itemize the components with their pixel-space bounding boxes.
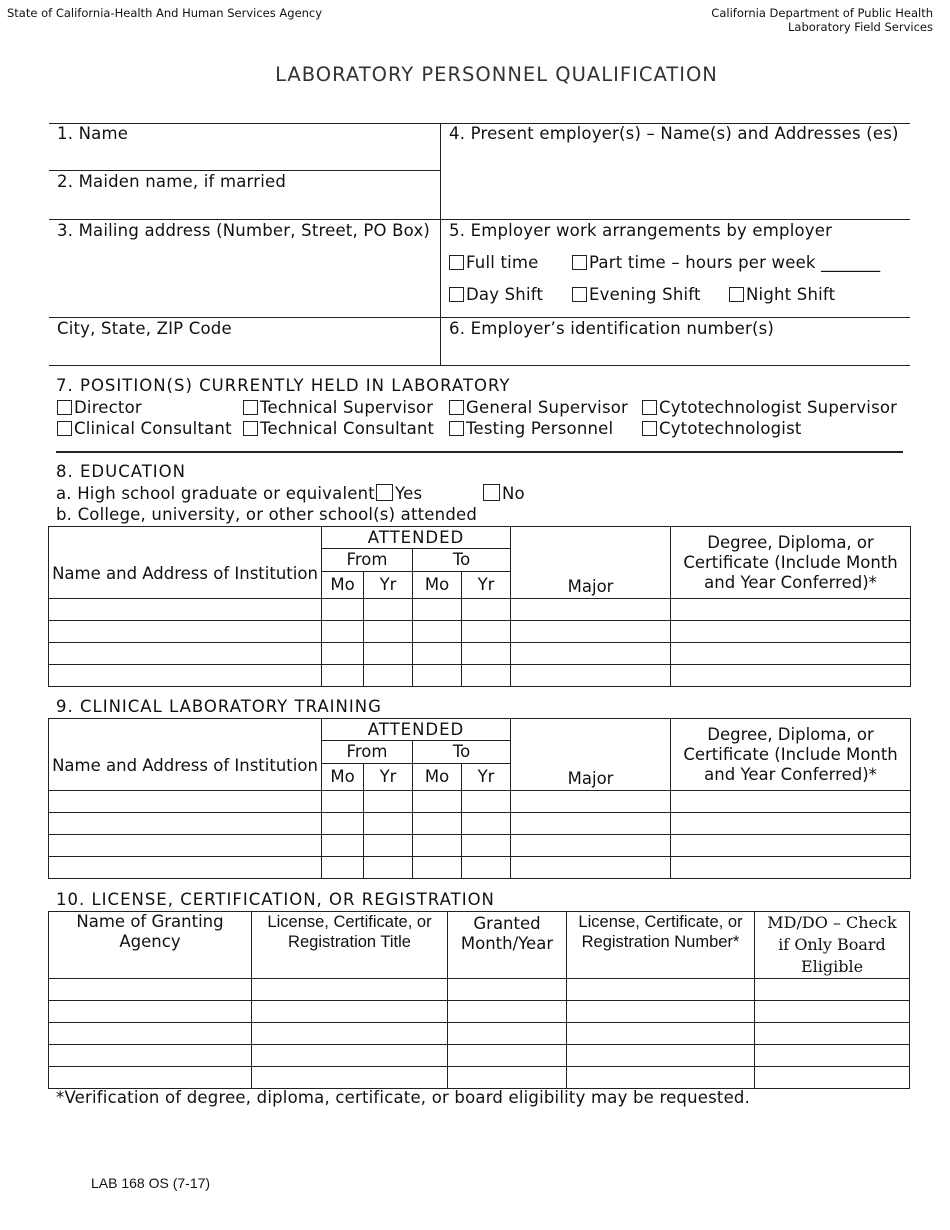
table-row — [49, 835, 911, 857]
name-field[interactable]: 1. Name — [57, 124, 129, 143]
evening-shift-checkbox[interactable] — [572, 287, 587, 302]
table-row — [49, 643, 911, 665]
table-row — [49, 791, 911, 813]
clinical-consultant-option[interactable] — [57, 419, 232, 438]
license-heading: 10. LICENSE, CERTIFICATION, OR REGISTRATION — [56, 890, 495, 909]
day-shift-checkbox[interactable] — [449, 287, 464, 302]
cyto-supervisor-option[interactable] — [642, 398, 897, 417]
license-col-granted: Granted Month/Year — [448, 912, 567, 979]
work-arrangements-label: 5. Employer work arrangements by employer — [449, 221, 833, 240]
edu-col-from-yr: Yr — [364, 572, 413, 599]
night-shift-label: Night Shift — [746, 285, 836, 304]
high-school-no-label: No — [502, 484, 525, 503]
division-name: Laboratory Field Services — [788, 20, 933, 34]
table-row — [49, 813, 911, 835]
department-name: California Department of Public Health — [711, 6, 933, 20]
form-title: LABORATORY PERSONNEL QUALIFICATION — [275, 63, 718, 86]
day-shift-label: Day Shift — [466, 285, 544, 304]
edu-col-degree: Degree, Diploma, or Certificate (Include Month and Year Conferred)* — [671, 527, 911, 599]
edu-col-attended: ATTENDED — [322, 527, 511, 549]
cyto-supervisor-checkbox[interactable] — [642, 400, 657, 415]
table-row — [49, 1001, 910, 1023]
license-col-agency: Name of Granting Agency — [49, 912, 252, 979]
edu-col-to-mo: Mo — [413, 572, 462, 599]
training-col-from-yr: Yr — [364, 764, 413, 791]
testing-personnel-label: Testing Personnel — [466, 419, 614, 438]
technical-supervisor-label: Technical Supervisor — [260, 398, 434, 417]
mailing-address-field[interactable]: 3. Mailing address (Number, Street, PO Box) — [57, 221, 431, 240]
general-supervisor-checkbox[interactable] — [449, 400, 464, 415]
section-column-divider — [440, 123, 441, 366]
training-col-institution: Name and Address of Institution — [49, 719, 322, 791]
training-col-from-mo: Mo — [322, 764, 364, 791]
training-col-to-yr: Yr — [462, 764, 511, 791]
training-col-major: Major — [511, 719, 671, 791]
table-row — [49, 1023, 910, 1045]
testing-personnel-option[interactable] — [449, 419, 613, 438]
evening-shift-option[interactable] — [572, 285, 701, 304]
training-col-to: To — [413, 741, 511, 764]
training-heading: 9. CLINICAL LABORATORY TRAINING — [56, 697, 382, 716]
table-row — [49, 979, 910, 1001]
maiden-name-field[interactable]: 2. Maiden name, if married — [57, 172, 287, 191]
education-heading: 8. EDUCATION — [56, 462, 186, 481]
part-time-option[interactable] — [572, 253, 880, 272]
table-row — [49, 1067, 910, 1089]
high-school-yes-option[interactable] — [376, 484, 422, 503]
training-col-from: From — [322, 741, 413, 764]
director-option[interactable] — [57, 398, 142, 417]
full-time-label: Full time — [466, 253, 539, 272]
cytotechnologist-option[interactable] — [642, 419, 802, 438]
edu-col-from: From — [322, 549, 413, 572]
director-label: Director — [74, 398, 142, 417]
high-school-no-checkbox[interactable] — [483, 484, 500, 501]
present-employer-field[interactable]: 4. Present employer(s) – Name(s) and Addresses (es) — [449, 124, 899, 143]
section-bottom-border — [49, 365, 910, 366]
high-school-no-option[interactable] — [483, 484, 525, 503]
license-table — [48, 911, 910, 1089]
department-header — [711, 6, 933, 34]
license-col-title: License, Certificate, or Registration Title — [252, 912, 448, 979]
technical-consultant-label: Technical Consultant — [260, 419, 435, 438]
evening-shift-label: Evening Shift — [589, 285, 701, 304]
training-col-attended: ATTENDED — [322, 719, 511, 741]
general-supervisor-option[interactable] — [449, 398, 628, 417]
technical-consultant-option[interactable] — [243, 419, 434, 438]
part-time-checkbox[interactable] — [572, 255, 587, 270]
technical-supervisor-option[interactable] — [243, 398, 433, 417]
training-col-to-mo: Mo — [413, 764, 462, 791]
divider-name-maiden — [49, 170, 440, 171]
cytotechnologist-checkbox[interactable] — [642, 421, 657, 436]
part-time-label: Part time – hours per week _______ — [589, 253, 881, 272]
clinical-consultant-checkbox[interactable] — [57, 421, 72, 436]
edu-col-institution: Name and Address of Institution — [49, 527, 322, 599]
edu-col-major: Major — [511, 527, 671, 599]
high-school-yes-label: Yes — [395, 484, 423, 503]
form-number: LAB 168 OS (7-17) — [91, 1175, 211, 1191]
table-row — [49, 599, 911, 621]
day-shift-option[interactable] — [449, 285, 543, 304]
cyto-supervisor-label: Cytotechnologist Supervisor — [659, 398, 898, 417]
training-col-degree: Degree, Diploma, or Certificate (Include Month and Year Conferred)* — [671, 719, 911, 791]
license-col-mddo: MD/DO – Check if Only Board Eligible — [755, 912, 910, 979]
full-time-checkbox[interactable] — [449, 255, 464, 270]
divider-row-3 — [49, 219, 910, 220]
technical-supervisor-checkbox[interactable] — [243, 400, 258, 415]
high-school-yes-checkbox[interactable] — [376, 484, 393, 501]
night-shift-checkbox[interactable] — [729, 287, 744, 302]
edu-col-from-mo: Mo — [322, 572, 364, 599]
full-time-option[interactable] — [449, 253, 539, 272]
employer-id-field[interactable]: 6. Employer’s identification number(s) — [449, 319, 775, 338]
high-school-label: a. High school graduate or equivalent — [56, 484, 375, 503]
table-row — [49, 1045, 910, 1067]
edu-col-to-yr: Yr — [462, 572, 511, 599]
night-shift-option[interactable] — [729, 285, 835, 304]
technical-consultant-checkbox[interactable] — [243, 421, 258, 436]
divider-row-city — [49, 317, 910, 318]
training-table — [48, 718, 911, 879]
clinical-consultant-label: Clinical Consultant — [74, 419, 232, 438]
table-row — [49, 621, 911, 643]
testing-personnel-checkbox[interactable] — [449, 421, 464, 436]
general-supervisor-label: General Supervisor — [466, 398, 629, 417]
education-table — [48, 526, 911, 687]
positions-heading: 7. POSITION(S) CURRENTLY HELD IN LABORATORY — [56, 376, 511, 395]
agency-header: State of California-Health And Human Services Agency — [7, 6, 323, 20]
college-label: b. College, university, or other school(s) attended — [56, 505, 478, 524]
city-state-zip-field[interactable]: City, State, ZIP Code — [57, 319, 232, 338]
table-row — [49, 857, 911, 879]
positions-divider — [56, 451, 903, 453]
director-checkbox[interactable] — [57, 400, 72, 415]
verification-footnote: *Verification of degree, diploma, certificate, or board eligibility may be requested. — [56, 1088, 751, 1107]
edu-col-to: To — [413, 549, 511, 572]
table-row — [49, 665, 911, 687]
license-col-number: License, Certificate, or Registration Number* — [567, 912, 755, 979]
cytotechnologist-label: Cytotechnologist — [659, 419, 802, 438]
